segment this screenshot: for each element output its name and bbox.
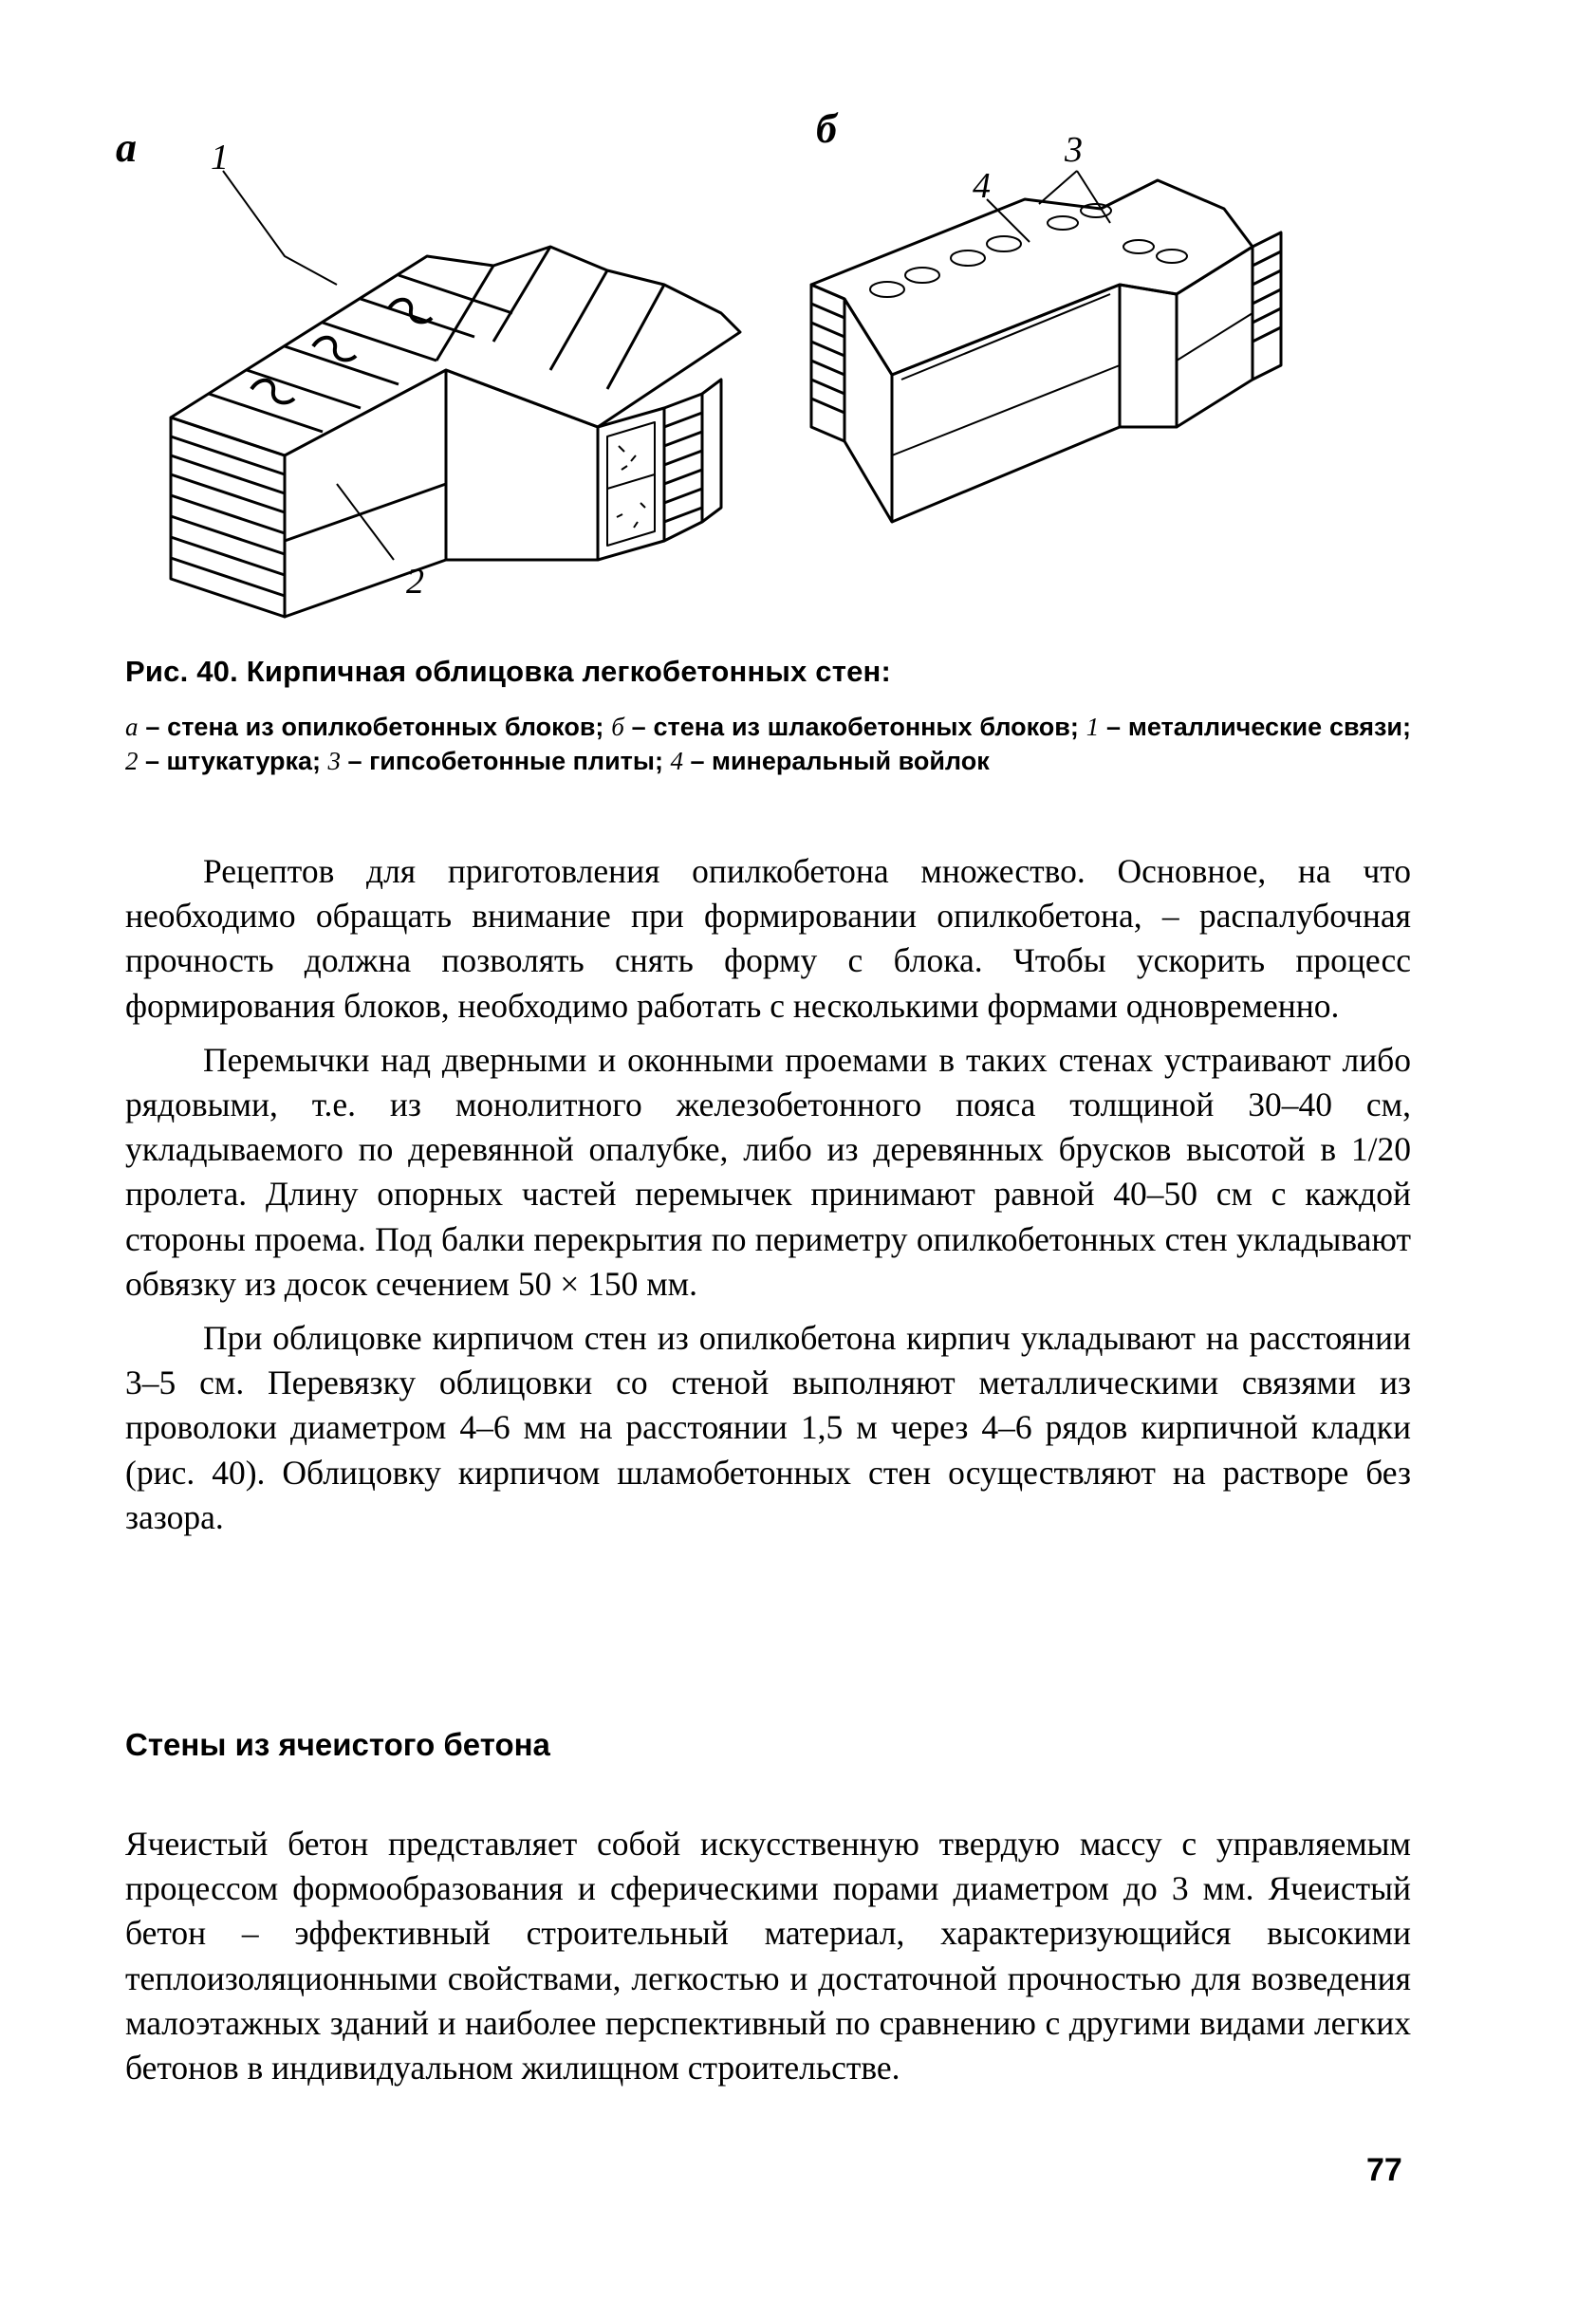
figure-40 — [116, 105, 1385, 636]
page-number: 77 — [1366, 2152, 1402, 2188]
callout-1: 1 — [211, 138, 229, 177]
legend-text: – металлические связи; — [1099, 713, 1412, 741]
legend-text: – гипсобетонные плиты; — [341, 747, 671, 775]
callout-4: 4 — [973, 166, 991, 206]
paragraph: При облицовке кирпичом стен из опилкобетона кирпич укладывают на расстоянии 3–5 см. Перевязку облицовки со стеной выполняют металлическими связями из проволоки диаметром 4–6 мм на расстоянии 1,5 м через 4–6 рядов кирпичной кладки (рис. 40). Облицовку кирпичом шламобетонных стен осуществляют на растворе без зазора. — [125, 1319, 1411, 1536]
label-a: а — [116, 124, 137, 171]
drawing-b-wall — [811, 171, 1281, 522]
legend-key: 3 — [327, 747, 342, 775]
paragraph: Ячеистый бетон представляет собой искусственную твердую массу с управляемым процессом формообразования и сферическими порами диаметром до 3 мм. Ячеистый бетон – эффективный строительный материал, характеризующийся высокими теплоизоляционными свойствами, легкостью и достаточной прочностью для возведения малоэтажных зданий и наиболее перспективный по сравнению с другими видами легких бетонов в индивидуальном жилищном строительстве. — [125, 1825, 1411, 2088]
main-text — [125, 849, 1411, 1549]
caption-legend — [125, 710, 1411, 778]
paragraph: Перемычки над дверными и оконными проемами в таких стенах устраивают либо рядовыми, т.е. из монолитного железобетонного пояса толщиной 30–40 см, укладываемого по деревянной опалубке, либо из деревянных брусков высотой в 1/20 пролета. Длину опорных частей перемычек принимают равной 40–50 см с каждой стороны проема. Под балки перекрытия по периметру опилкобетонных стен укладывают обвязку из досок сечением 50 × 150 мм. — [125, 1040, 1411, 1303]
callout-2: 2 — [406, 562, 424, 602]
label-b: б — [816, 105, 837, 152]
drawing-a-wall — [171, 171, 740, 617]
legend-text: – минеральный войлок — [682, 747, 990, 775]
legend-key: б — [611, 713, 624, 741]
figure-caption — [125, 655, 1411, 778]
legend-text: – стена из опилкобетонных блоков; — [138, 713, 612, 741]
legend-text: – штукатурка; — [138, 747, 328, 775]
legend-text: – стена из шлакобетонных блоков; — [623, 713, 1086, 741]
paragraph: Рецептов для приготовления опилкобетона множество. Основное, на что необходимо обращать внимание при формировании опилкобетона, – распалубочная прочность должна позволять снять форму с блока. Чтобы ускорить процесс формирования блоков, необходимо работать с несколькими формами одновременно. — [125, 852, 1411, 1025]
legend-key: а — [125, 713, 139, 741]
section-body — [125, 1822, 1411, 2100]
caption-title: Рис. 40. Кирпичная облицовка легкобетонных стен: — [125, 655, 892, 688]
legend-key: 1 — [1086, 713, 1100, 741]
legend-key: 4 — [670, 747, 683, 775]
callout-3: 3 — [1065, 130, 1083, 170]
wall-cladding-drawing — [116, 105, 1385, 636]
section-heading: Стены из ячеистого бетона — [125, 1727, 550, 1762]
legend-key: 2 — [125, 747, 139, 775]
